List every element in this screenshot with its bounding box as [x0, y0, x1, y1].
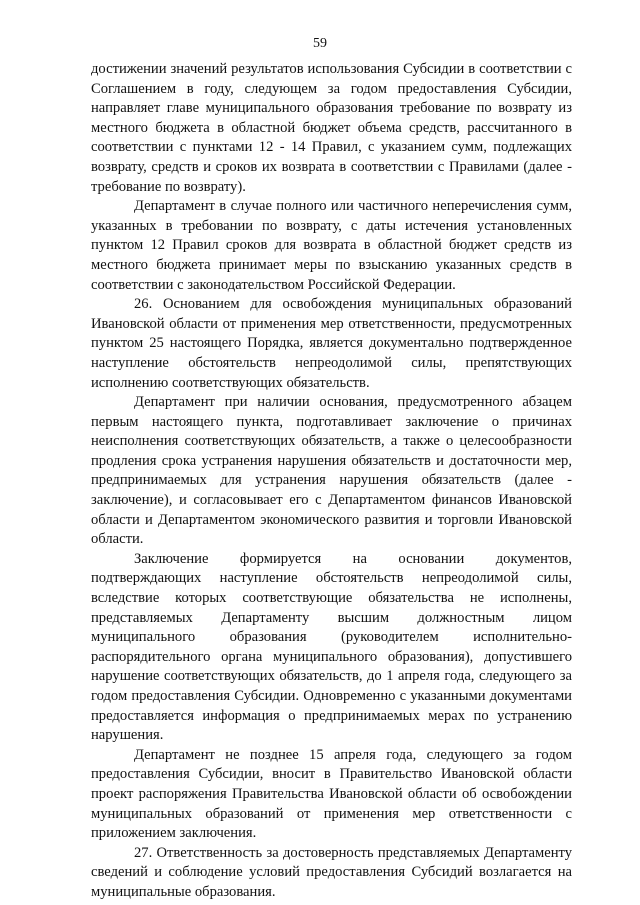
paragraph-government-submission: Департамент не позднее 15 апреля года, следующего за годом предоставления Субсидии, вносит в Правительство Ивановской области проект распоряжения Правительства Ивановской области об освобождении муниципальных образований от применения мер ответственности с приложением заключения.: [91, 746, 572, 842]
document-body: [91, 60, 572, 903]
paragraph-conclusion-preparation: Департамент при наличии основания, предусмотренного абзацем первым настоящего пункта, подготавливает заключение о причинах неисполнения соответствующих обязательств, а также о целесообразности продления срока устранения нарушения обязательств и достаточности мер, предпринимаемых для устранения нарушения обязательств (далее - заключение), и согласовывает его с Департаментом финансов Ивановской области и Департаментом экономического развития и торговли Ивановской области.: [91, 394, 572, 548]
paragraph-item-26: 26. Основанием для освобождения муниципальных образований Ивановской области от применения мер ответственности, предусмотренных пунктом 25 настоящего Порядка, является документально подтвержденное наступление обстоятельств непреодолимой силы, препятствующих исполнению соответствующих обязательств.: [91, 296, 572, 391]
paragraph-conclusion-formation: Заключение формируется на основании документов, подтверждающих наступление обстоятельств непреодолимой силы, вследствие которых соответствующие обязательства не исполнены, представляемых Департаменту высшим должностным лицом муниципального образования (руководителем исполнительно-распорядительного органа муниципального образования), допустившего нарушение соответствующих обязательств, до 1 апреля года, следующего за годом предоставления Субсидии. Одновременно с указанными документами предоставляется информация о предпринимаемых мерах по устранению нарушения.: [91, 550, 572, 744]
paragraph-item-27: 27. Ответственность за достоверность представляемых Департаменту сведений и соблюдение условий предоставления Субсидий возлагается на муниципальные образования.: [91, 844, 572, 900]
page-number: 59: [313, 36, 327, 51]
paragraph-continuation: достижении значений результатов использования Субсидии в соответствии с Соглашением в году, следующем за годом предоставления Субсидии, направляет главе муниципального образования требование по возврату из местного бюджета в областной бюджет объема средств, рассчитанного в соответствии с пунктами 12 - 14 Правил, с указанием сумм, подлежащих возврату, средств и сроков их возврата в соответствии с Правилами (далее - требование по возврату).: [91, 61, 572, 195]
paragraph-department-recovery: Департамент в случае полного или частичного неперечисления сумм, указанных в требовании по возврату, с даты истечения установленных пунктом 12 Правил сроков для возврата в областной бюджет средств из местного бюджета принимает меры по взысканию указанных средств в соответствии с законодательством Российской Федерации.: [91, 198, 572, 293]
